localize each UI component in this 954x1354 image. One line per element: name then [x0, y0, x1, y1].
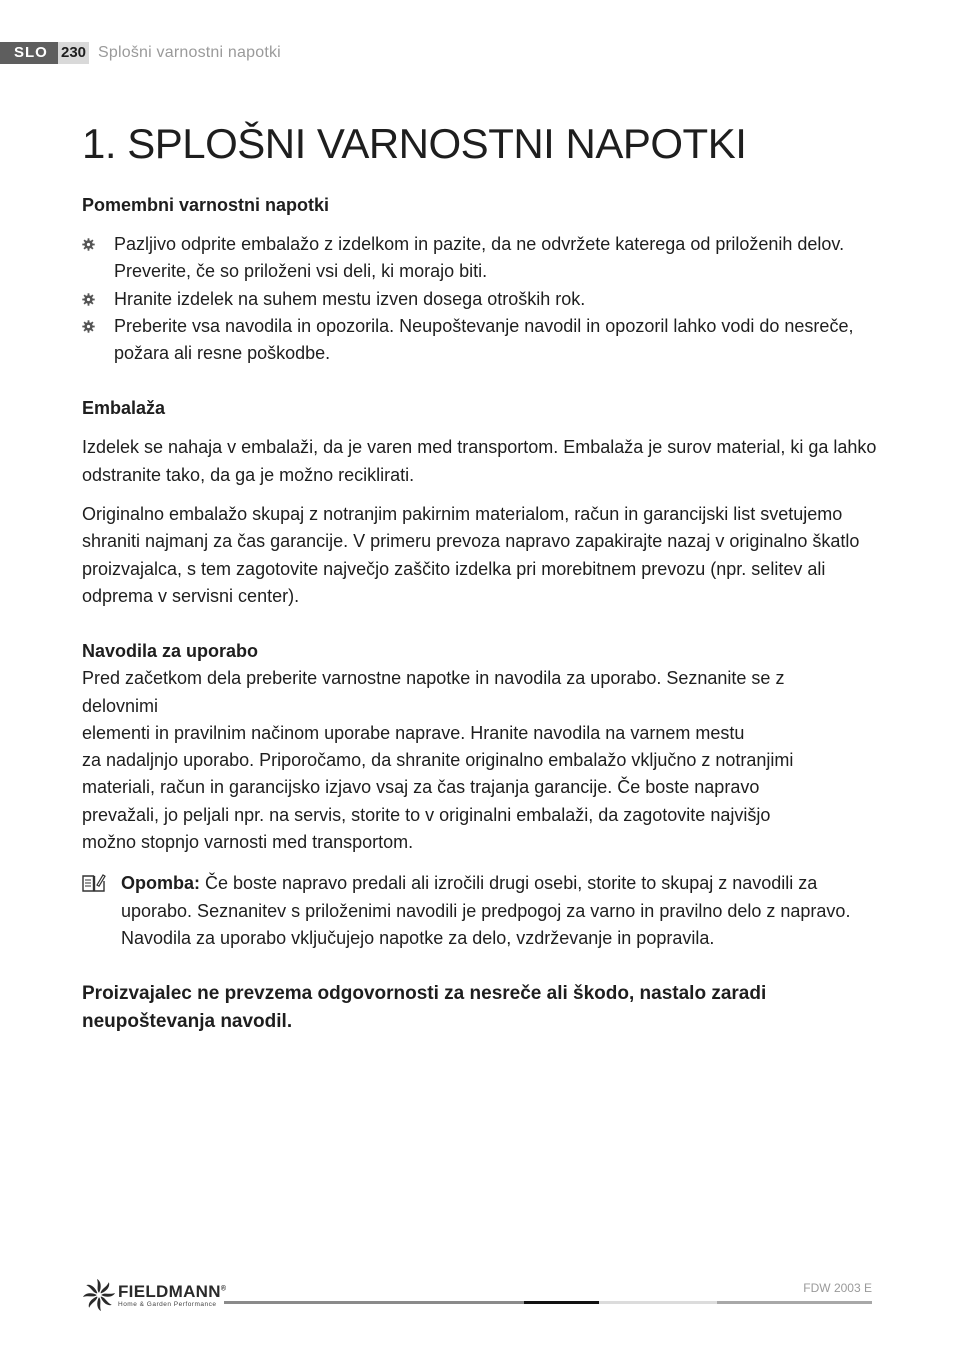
brand-name: FIELDMANN® [118, 1282, 227, 1301]
packaging-paragraph-2: Originalno embalažo skupaj z notranjim pakirnim materialom, račun in garancijski list svetujemo shraniti najmanj za čas garancije. V primeru prevoza napravo zapakirajte nazaj v originalno škatlo proizvajalca, s tem zagotovite največjo zaščito izdelka pri morebitnem prevozu (npr. selitev ali odprema v servisni center). [82, 504, 860, 606]
brand-tagline: Home & Garden Performance [118, 1301, 217, 1308]
list-item-text: Preberite vsa navodila in opozorila. Neupoštevanje navodil in opozoril lahko vodi do nesreče, požara ali resne poškodbe. [114, 315, 854, 364]
instructions-line: elementi in pravilnim načinom uporabe naprave. Hranite navodila na varnem mestu [82, 722, 745, 743]
instructions-line: možno stopnjo varnosti med transportom. [82, 832, 414, 853]
instructions-line: za nadaljnjo uporabo. Priporočamo, da shranite originalno embalažo vključno z notranjimi [82, 750, 794, 771]
footer-rule [524, 1301, 599, 1304]
footer-rule [224, 1301, 524, 1304]
note-label: Opomba: [121, 873, 200, 894]
fan-logo-icon [82, 1278, 116, 1312]
gear-bullet-icon [82, 320, 95, 333]
brand-logo [82, 1278, 227, 1314]
note-text: Če boste napravo predali ali izročili drugi osebi, storite to skupaj z navodili za uporabo. Seznanitev s priloženimi navodili je predpogoj za varno in pravilno delo z napravo. Navodila za uporabo vključujejo napotke za delo, vzdrževanje in popravila. [121, 873, 851, 948]
language-tab: SLO [0, 42, 58, 64]
list-item [82, 286, 877, 313]
model-number: FDW 2003 E [803, 1281, 872, 1295]
page-header [0, 42, 281, 64]
instructions-heading: Navodila za uporabo [82, 641, 259, 662]
gear-bullet-icon [82, 238, 95, 251]
footer-rule [599, 1301, 717, 1304]
packaging-heading: Embalaža [82, 398, 166, 419]
main-content [82, 116, 877, 1036]
list-item [82, 313, 877, 368]
list-item-text: Pazljivo odprite embalažo z izdelkom in pazite, da ne odvržete katerega od priloženih delov. Preverite, če so priloženi vsi deli, ki morajo biti. [114, 234, 845, 282]
important-heading: Pomembni varnostni napotki [82, 195, 330, 215]
disclaimer: Proizvajalec ne prevzema odgovornosti za nesreče ali škodo, nastalo zaradi neupoštevanja navodil. [82, 983, 767, 1033]
open-book-note-icon [82, 873, 106, 893]
footer-rule [717, 1301, 872, 1304]
instructions-line: delovnimi [82, 695, 159, 716]
page-title: 1. SPLOŠNI VARNOSTNI NAPOTKI [82, 120, 747, 167]
gear-bullet-icon [82, 293, 95, 306]
instructions-line: materiali, račun in garancijsko izjavo vsaj za čas trajanja garancije. Če boste napravo [82, 777, 760, 798]
packaging-paragraph-1: Izdelek se nahaja v embalaži, da je varen med transportom. Embalaža je surov material, ki ga lahko odstranite tako, da ga je možno reciklirati. [82, 437, 877, 485]
important-list [82, 231, 877, 367]
running-section-title: Splošni varnostni napotki [98, 44, 281, 61]
instructions-line: prevažali, jo peljali npr. na servis, storite to v originalni embalaži, da zagotovite najvišjo [82, 804, 771, 825]
list-item-text: Hranite izdelek na suhem mestu izven dosega otroških rok. [114, 288, 586, 309]
note-block [82, 870, 877, 952]
page-number: 230 [58, 42, 89, 64]
list-item [82, 231, 877, 286]
instructions-line: Pred začetkom dela preberite varnostne napotke in navodila za uporabo. Seznanite se z [82, 668, 785, 689]
